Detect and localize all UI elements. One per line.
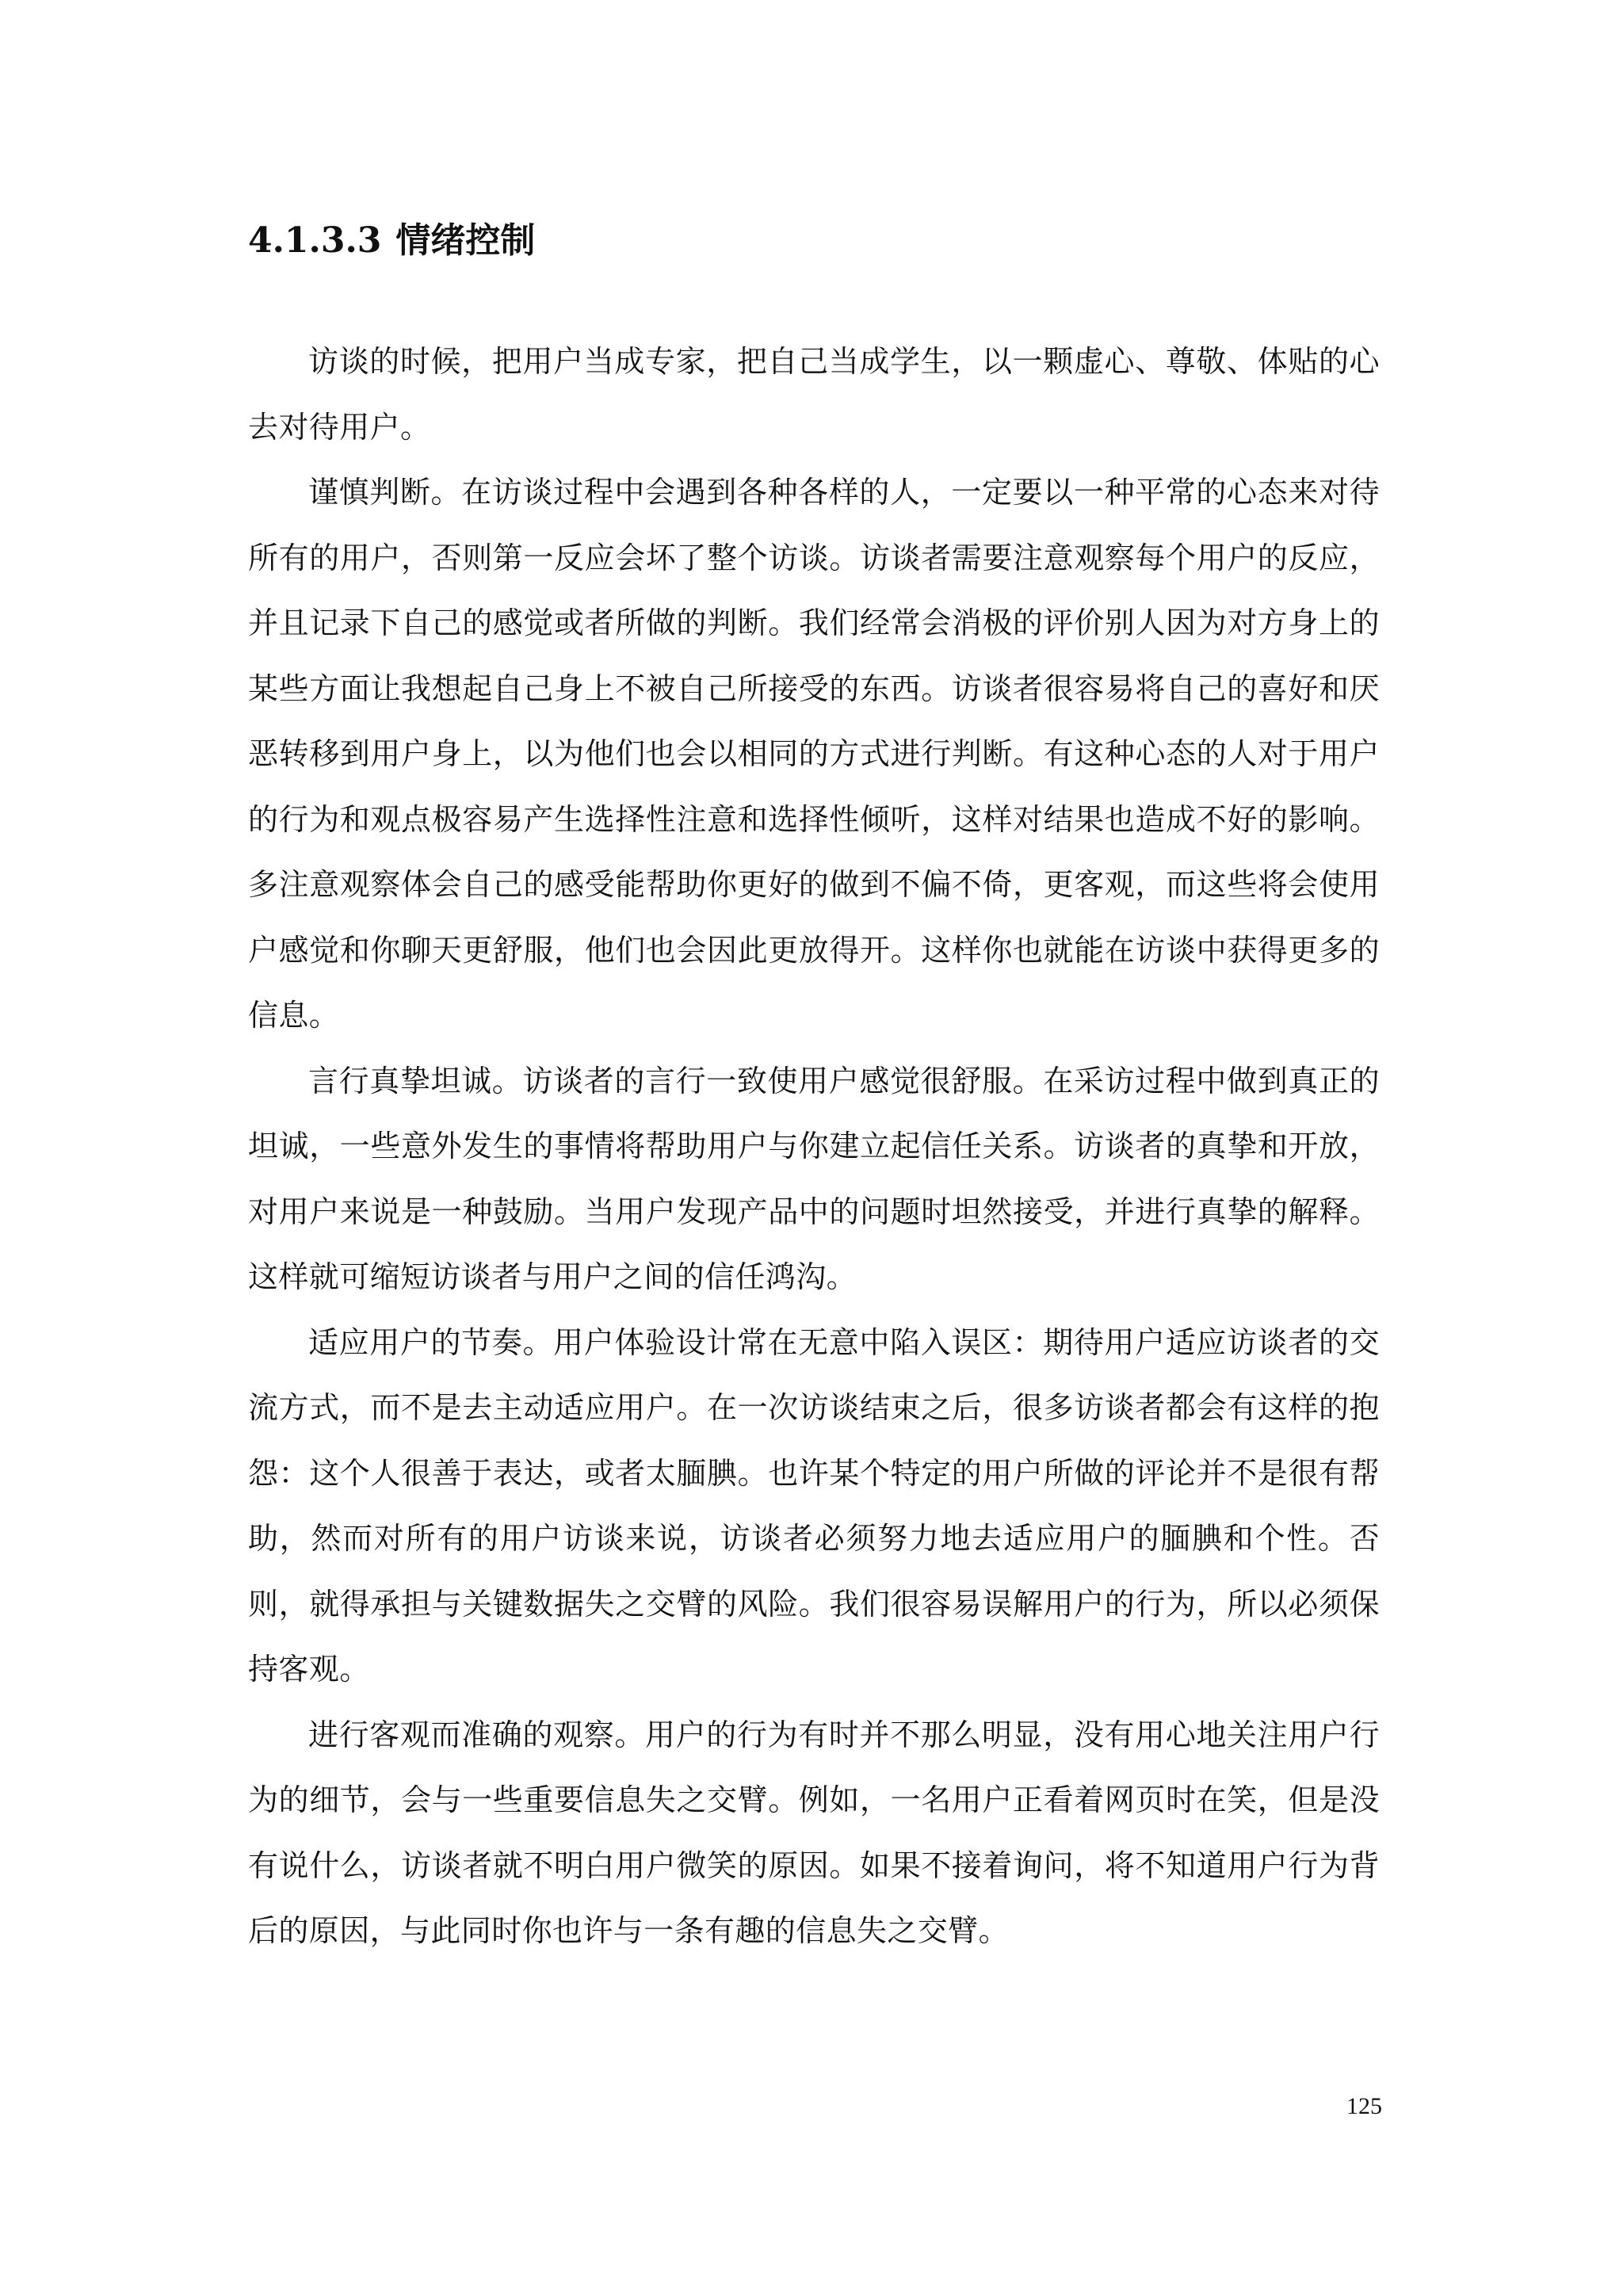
body-text	[248, 329, 1380, 1964]
section-heading	[248, 216, 535, 266]
section-title: 情绪控制	[395, 220, 536, 261]
page-number: 125	[1346, 2093, 1382, 2119]
paragraph-1: 访谈的时候，把用户当成专家，把自己当成学生，以一颗虚心、尊敬、体贴的心去对待用户。	[248, 344, 1380, 445]
paragraph-5: 进行客观而准确的观察。用户的行为有时并不那么明显，没有用心地关注用户行为的细节，会与一些重要信息失之交臂。例如，一名用户正看着网页时在笑，但是没有说什么，访谈者就不明白用户微笑的原因。如果不接着询问，将不知道用户行为背后的原因，与此同时你也许与一条有趣的信息失之交臂。	[248, 1717, 1380, 1948]
paragraph-3: 言行真挚坦诚。访谈者的言行一致使用户感觉很舒服。在采访过程中做到真正的坦诚，一些意外发生的事情将帮助用户与你建立起信任关系。访谈者的真挚和开放，对用户来说是一种鼓励。当用户发现产品中的问题时坦然接受，并进行真挚的解释。这样就可缩短访谈者与用户之间的信任鸿沟。	[248, 1063, 1380, 1294]
section-number: 4.1.3.3	[248, 220, 382, 261]
paragraph-4: 适应用户的节奏。用户体验设计常在无意中陷入误区：期待用户适应访谈者的交流方式，而不是去主动适应用户。在一次访谈结束之后，很多访谈者都会有这样的抱怨：这个人很善于表达，或者太腼腆。也许某个特定的用户所做的评论并不是很有帮助，然而对所有的用户访谈来说，访谈者必须努力地去适应用户的腼腆和个性。否则，就得承担与关键数据失之交臂的风险。我们很容易误解用户的行为，所以必须保持客观。	[248, 1324, 1380, 1687]
paragraph-2: 谨慎判断。在访谈过程中会遇到各种各样的人，一定要以一种平常的心态来对待所有的用户，否则第一反应会坏了整个访谈。访谈者需要注意观察每个用户的反应，并且记录下自己的感觉或者所做的判断。我们经常会消极的评价别人因为对方身上的某些方面让我想起自己身上不被自己所接受的东西。访谈者很容易将自己的喜好和厌恶转移到用户身上，以为他们也会以相同的方式进行判断。有这种心态的人对于用户的行为和观点极容易产生选择性注意和选择性倾听，这样对结果也造成不好的影响。多注意观察体会自己的感受能帮助你更好的做到不偏不倚，更客观，而这些将会使用户感觉和你聊天更舒服，他们也会因此更放得开。这样你也就能在访谈中获得更多的信息。	[248, 475, 1380, 1033]
